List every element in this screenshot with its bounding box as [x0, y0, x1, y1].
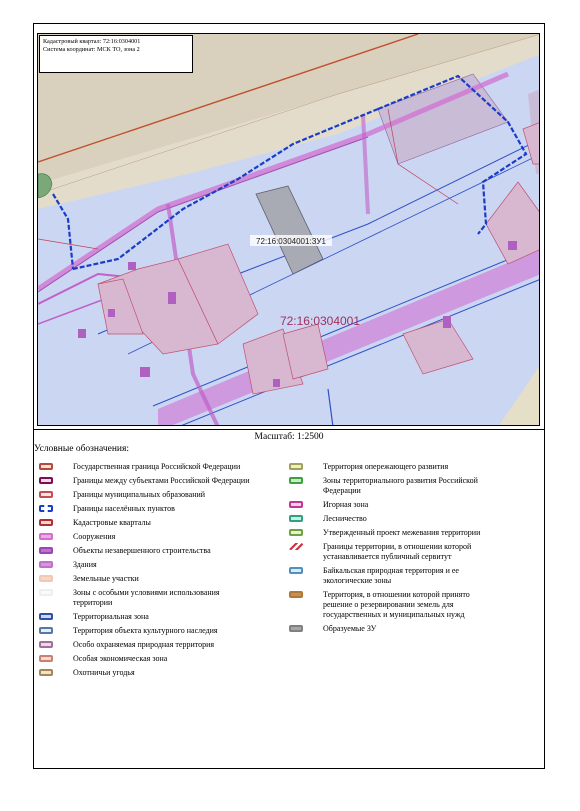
building-8	[140, 367, 150, 377]
legend-swatch	[289, 463, 303, 470]
legend-item	[289, 514, 489, 524]
legend-swatch	[39, 547, 53, 554]
legend-swatch	[39, 669, 53, 676]
legend-item	[289, 624, 489, 634]
legend-swatch	[39, 477, 53, 484]
legend-label: Игорная зона	[323, 500, 369, 509]
cadastral-map[interactable]	[37, 33, 540, 426]
legend-item	[289, 476, 489, 496]
legend-label: Границы муниципальных образований	[73, 490, 206, 499]
legend-swatch	[39, 505, 53, 512]
legend-label: Кадастровые кварталы	[73, 518, 151, 527]
legend-column-left	[39, 462, 254, 682]
legend-swatch	[289, 529, 303, 536]
legend-item	[39, 518, 254, 528]
legend-swatch	[289, 501, 303, 508]
legend-label: Границы территории, в отношении которой устанавливается публичный сервитут	[323, 542, 472, 561]
legend-item	[39, 546, 254, 556]
legend-item	[289, 500, 489, 510]
legend-item	[289, 542, 489, 562]
legend-item	[39, 476, 254, 486]
legend-item	[39, 626, 254, 636]
legend-label: Границы между субъектами Российской Федерации	[73, 476, 250, 485]
building-7	[508, 241, 517, 250]
legend-swatch	[39, 491, 53, 498]
legend-label: Территориальная зона	[73, 612, 149, 621]
quarter-label: 72:16:0304001	[279, 314, 361, 328]
legend-item	[39, 532, 254, 542]
legend-label: Земельные участки	[73, 574, 139, 583]
legend-item	[39, 612, 254, 622]
legend-swatch	[289, 543, 303, 550]
legend-label: Особо охраняемая природная территория	[73, 640, 215, 649]
legend-swatch	[39, 641, 53, 648]
legend-item	[39, 654, 254, 664]
legend-item	[289, 590, 489, 620]
legend-item	[39, 574, 254, 584]
legend-label: Охотничьи угодья	[73, 668, 135, 677]
info-quarter: Кадастровый квартал: 72:16:0304001	[43, 38, 141, 45]
legend-label: Территория, в отношении которой принято решение о резервировании земель для государственных и муниципальных нужд	[323, 590, 470, 619]
legend-swatch	[39, 589, 53, 596]
legend-swatch	[289, 591, 303, 598]
legend-item	[39, 490, 254, 500]
legend-swatch	[39, 463, 53, 470]
legend-swatch	[39, 613, 53, 620]
legend-label: Здания	[73, 560, 97, 569]
map-divider	[33, 429, 545, 430]
building-6	[443, 316, 451, 328]
legend-swatch	[289, 477, 303, 484]
building-4	[78, 329, 86, 338]
building-1	[128, 262, 136, 270]
legend-item	[39, 462, 254, 472]
legend-column-right	[289, 462, 489, 638]
legend-title: Условные обозначения:	[34, 444, 130, 454]
map-canvas	[38, 34, 540, 426]
legend-swatch	[289, 515, 303, 522]
legend-swatch	[39, 519, 53, 526]
legend-label: Объекты незавершенного строительства	[73, 546, 211, 555]
legend-item	[39, 588, 254, 608]
legend-label: Особая экономическая зона	[73, 654, 168, 663]
legend-swatch	[39, 533, 53, 540]
legend-item	[289, 528, 489, 538]
legend-label: Территория объекта культурного наследия	[73, 626, 218, 635]
legend-label: Сооружения	[73, 532, 116, 541]
legend-swatch	[39, 627, 53, 634]
legend-item	[39, 504, 254, 514]
building-3	[108, 309, 115, 317]
legend-item	[289, 462, 489, 472]
legend-item	[289, 566, 489, 586]
legend-item	[39, 560, 254, 570]
building-5	[273, 379, 280, 387]
legend-label: Байкальская природная территория и ее экологические зоны	[323, 566, 459, 585]
legend-item	[39, 668, 254, 678]
legend-label: Утвержденный проект межевания территории	[323, 528, 481, 537]
map-info-box	[39, 35, 193, 73]
legend-item	[39, 640, 254, 650]
legend-swatch	[289, 567, 303, 574]
legend-label: Лесничество	[323, 514, 367, 523]
legend-label: Образуемые ЗУ	[323, 624, 377, 633]
legend-swatch	[39, 575, 53, 582]
legend-label: Границы населённых пунктов	[73, 504, 175, 513]
scale-text: Масштаб: 1:2500	[254, 432, 324, 442]
building-2	[168, 292, 176, 304]
legend-label: Зоны с особыми условиями использования территории	[73, 588, 220, 607]
legend-swatch	[39, 655, 53, 662]
legend-swatch	[39, 561, 53, 568]
parcel-label: 72:16:0304001:ЗУ1	[256, 237, 326, 246]
legend-label: Государственная граница Российской Федерации	[73, 462, 241, 471]
info-coordinate-system: Система координат: МСК ТО, зона 2	[43, 46, 140, 53]
legend-swatch	[289, 625, 303, 632]
legend-label: Зоны территориального развития Российской Федерации	[323, 476, 478, 495]
legend-label: Территория опережающего развития	[323, 462, 449, 471]
